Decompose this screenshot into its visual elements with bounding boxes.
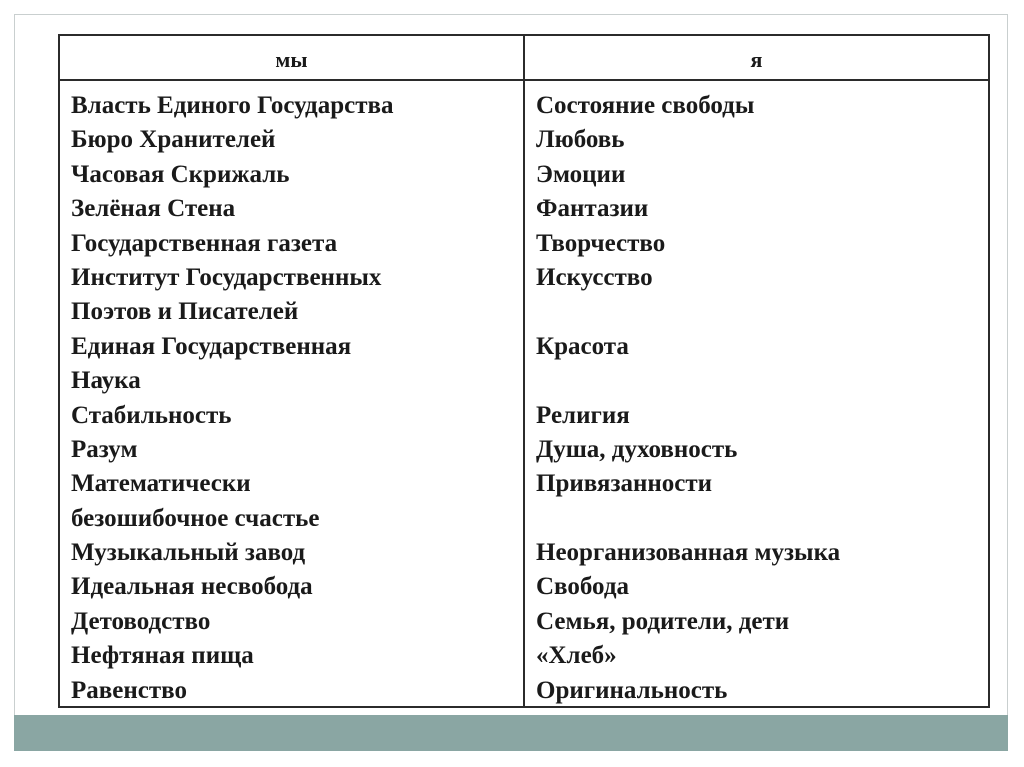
i-list-item: Привязанности xyxy=(536,470,713,498)
we-list-item: Нефтяная пища xyxy=(71,642,254,670)
i-list-item: Свобода xyxy=(536,573,629,601)
we-list-item: Разум xyxy=(71,435,138,463)
we-list-item: Поэтов и Писателей xyxy=(71,298,299,326)
i-list-item xyxy=(536,502,986,536)
i-list-item: «Хлеб» xyxy=(536,642,617,670)
i-list-item: Любовь xyxy=(536,126,625,154)
i-list-item: Творчество xyxy=(536,229,666,257)
i-list-item: Фантазии xyxy=(536,195,649,223)
we-list-item: безошибочное счастье xyxy=(71,504,320,532)
column-i-list xyxy=(536,89,986,708)
i-list-item: Состояние свободы xyxy=(536,92,755,119)
footer-band xyxy=(14,715,1008,751)
we-list-item: Наука xyxy=(71,367,141,395)
i-list-item: Искусство xyxy=(536,263,653,291)
comparison-table xyxy=(58,34,990,708)
i-list-item: Оригинальность xyxy=(536,676,728,704)
i-list-item: Религия xyxy=(536,401,630,429)
we-list-item: Стабильность xyxy=(71,401,232,429)
we-list-item: Бюро Хранителей xyxy=(71,126,276,154)
we-list-item: Зелёная Стена xyxy=(71,195,236,223)
we-list-item: Равенство xyxy=(71,676,187,704)
column-divider xyxy=(523,36,525,706)
we-list-item: Идеальная несвобода xyxy=(71,573,313,601)
we-list-item: Математически xyxy=(71,470,251,498)
i-list-item: Неорганизованная музыка xyxy=(536,539,841,567)
we-list-item: Власть Единого Государства xyxy=(71,92,394,119)
we-list-item: Институт Государственных xyxy=(71,263,382,291)
we-list-item: Детоводство xyxy=(71,607,211,635)
i-list-item xyxy=(536,364,986,398)
we-list-item: Часовая Скрижаль xyxy=(71,160,290,188)
i-list-item: Красота xyxy=(536,332,629,360)
we-list-item: Музыкальный завод xyxy=(71,539,306,567)
i-list-item: Душа, духовность xyxy=(536,435,738,463)
header-we: мы xyxy=(275,47,308,72)
column-we-list xyxy=(71,89,519,708)
we-list-item: Единая Государственная xyxy=(71,332,352,360)
table-header-row xyxy=(60,36,988,81)
i-list-item xyxy=(536,295,986,329)
we-list-item: Государственная газета xyxy=(71,229,338,257)
i-list-item: Эмоции xyxy=(536,160,626,188)
header-i: я xyxy=(750,47,763,72)
i-list-item: Семья, родители, дети xyxy=(536,607,790,635)
